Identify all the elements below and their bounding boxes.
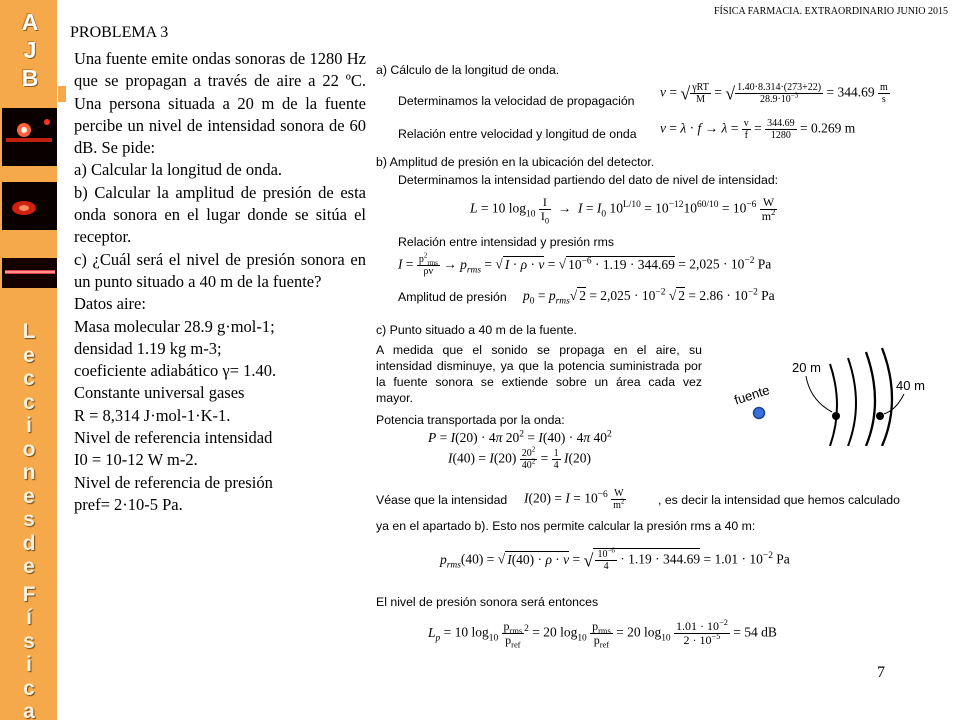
section-c-line2a: Véase que la intensidad xyxy=(376,493,508,507)
problem-paragraph: a) Calcular la longitud de onda. xyxy=(74,160,283,180)
problem-paragraph: b) Calcular la amplitud de presión de esta onda sonora en el lugar donde se sitúa el receptor. xyxy=(74,182,366,247)
section-b-line1: Determinamos la intensidad partiendo del dato de nivel de intensidad: xyxy=(398,173,779,187)
problem-paragraph: densidad 1.19 kg m-3; xyxy=(74,338,222,358)
wavefront xyxy=(830,364,837,446)
section-b-line2: Relación entre intensidad y presión rms xyxy=(398,235,614,249)
label-40m: 40 m xyxy=(896,378,925,393)
source-dot xyxy=(754,408,765,419)
source-label: fuente xyxy=(732,382,772,408)
problem-paragraph: coeficiente adiabático γ= 1.40. xyxy=(74,361,277,381)
problem-title: PROBLEMA 3 xyxy=(70,24,169,41)
logo xyxy=(10,8,50,92)
formula-p0: $p_0 = p_{rms}√$ $2 = 2,025 \cdot 10^{-2}$ √ $2 = 2.86 \cdot 10^{-2}$ Pa xyxy=(523,287,775,307)
wavefront xyxy=(882,348,892,446)
formula-i40: I(40) = I(20) $\frac{20^2}{40^2}$ = $\frac{1}{4}$ I(20) xyxy=(448,445,591,471)
point-40m xyxy=(876,412,884,420)
formula-wavelength: v = λ · f → λ = $\frac{v}{f}$ = $\frac{344.69}{1280}$ = 0.269 m xyxy=(660,118,856,141)
label-20m: 20 m xyxy=(792,360,821,375)
arrow-40m xyxy=(884,394,904,414)
formula-lp: $L_p = 10$ $\log_{10}$ $\frac{p_{rms}}{p_{ref}}$ $^2$ = 20 $\log_{10}$ $\frac{p_{rms}}{p_{ref}}$ = 20 $\log_{10}$ $\frac{1.01 \cdot 10^{-2}}{2 \cdot 10^{-5}}$ = 54 dB xyxy=(428,618,777,650)
section-c-line2b: , es decir la intensidad que hemos calculado xyxy=(658,493,900,507)
formula-velocity: v = √ $\frac{\text{γRT}}{M}$ = √ $\frac{1.40\cdot 8.314\cdot(273+22)}{28.9\cdot 10^{-3}}$ = 344.69 $\frac{m}{s}$ xyxy=(660,82,888,105)
laser-image-3 xyxy=(2,258,57,288)
section-c-title: c) Punto situado a 40 m de la fuente. xyxy=(376,323,577,337)
problem-paragraph: c) ¿Cuál será el nivel de presión sonora en un punto situado a 40 m de la fuente? xyxy=(74,249,366,291)
section-c-line1: Potencia transportada por la onda: xyxy=(376,413,565,427)
section-a-title: a) Cálculo de la longitud de onda. xyxy=(376,63,560,77)
section-c-paragraph: A medida que el sonido se propaga en el aire, su intensidad disminuye, ya que la potencia suministrada por la fuente sonora se extiende sobre un área cada vez mayor. xyxy=(376,343,702,405)
laser-image-2 xyxy=(2,182,57,230)
problem-paragraph: pref= 2·10-5 Pa. xyxy=(74,494,183,514)
section-a-line1: Determinamos la velocidad de propagación xyxy=(398,94,635,108)
problem-paragraph: Masa molecular 28.9 g·mol-1; xyxy=(74,316,275,336)
logo-accent xyxy=(58,86,66,102)
formula-prms40: $p_{rms}(40)$ = √ I(40) · ρ · v = √ $\frac{10^{-6}}{4}$ · $1.19 \cdot 344.69 = 1.01 \cdot 10^{-2}$ Pa xyxy=(440,546,790,572)
logo-letter: B xyxy=(21,65,39,91)
laser-thumbnail-2 xyxy=(2,182,57,230)
arrow-20m xyxy=(806,376,832,412)
sidebar-vertical-title: L e c c i o n e s d e F í s i c a xyxy=(22,320,36,723)
problem-paragraph: Constante universal gases xyxy=(74,383,245,403)
logo-letter: A xyxy=(21,9,39,35)
laser-thumbnail-1 xyxy=(2,108,57,166)
formula-prms: I = $\frac{p^2_{rms}}{\rho v}$ → $p_{rms}$ = √ I · ρ · v = √ $10^{-6} \cdot 1.19 \cdot 344.69 = 2,025 \cdot 10^{-2}$ Pa xyxy=(398,251,772,277)
section-c-line4: El nivel de presión sonora será entonces xyxy=(376,595,599,609)
logo-letter: J xyxy=(23,37,37,63)
section-b-line3: Amplitud de presión xyxy=(398,290,507,304)
problem-paragraph: Nivel de referencia de presión xyxy=(74,472,273,492)
problem-paragraph: I0 = 10-12 W m-2. xyxy=(74,450,198,470)
problem-paragraph: Nivel de referencia intensidad xyxy=(74,428,273,448)
formula-i20: $I(20) = I = 10^{-6}$ $\frac{W}{m^2}$ xyxy=(524,488,625,511)
problem-paragraph: Una fuente emite ondas sonoras de 1280 Hz que se propagan a través de aire a 22 ºC. Una persona situada a 20 m de la fuente percibe un nivel de intensidad sonora de 60 dB. Se pide: xyxy=(74,49,366,158)
wavefront xyxy=(866,352,875,446)
problem-paragraph: R = 8,314 J·mol-1·K-1. xyxy=(74,405,231,425)
wave-diagram xyxy=(720,346,932,446)
section-b-title: b) Amplitud de presión en la ubicación del detector. xyxy=(376,155,655,169)
problem-statement xyxy=(74,48,366,516)
page-number: 7 xyxy=(877,664,885,681)
formula-power: P = I(20) · 4π $20^2 = I(40) \cdot 4\pi$ $40^2$ xyxy=(428,429,612,445)
laser-image-1 xyxy=(2,108,57,166)
section-c-line3: ya en el apartado b). Esto nos permite calcular la presión rms a 40 m: xyxy=(376,519,756,533)
formula-intensity: L = 10 $\log_{10}$ $\frac{I}{I_0}$ → $I = I_0$ $10^{L/10} = 10^{-12}10^{60/10} = 10^{-6}$ $\frac{W}{m^2}$ xyxy=(470,195,776,226)
laser-thumbnail-3 xyxy=(2,258,57,288)
wavefront xyxy=(848,358,856,446)
section-a-line2: Relación entre velocidad y longitud de onda xyxy=(398,127,637,141)
problem-paragraph: Datos aire: xyxy=(74,294,146,314)
point-20m xyxy=(832,412,840,420)
header: FÍSICA FARMACIA. EXTRAORDINARIO JUNIO 2015 xyxy=(714,6,948,17)
